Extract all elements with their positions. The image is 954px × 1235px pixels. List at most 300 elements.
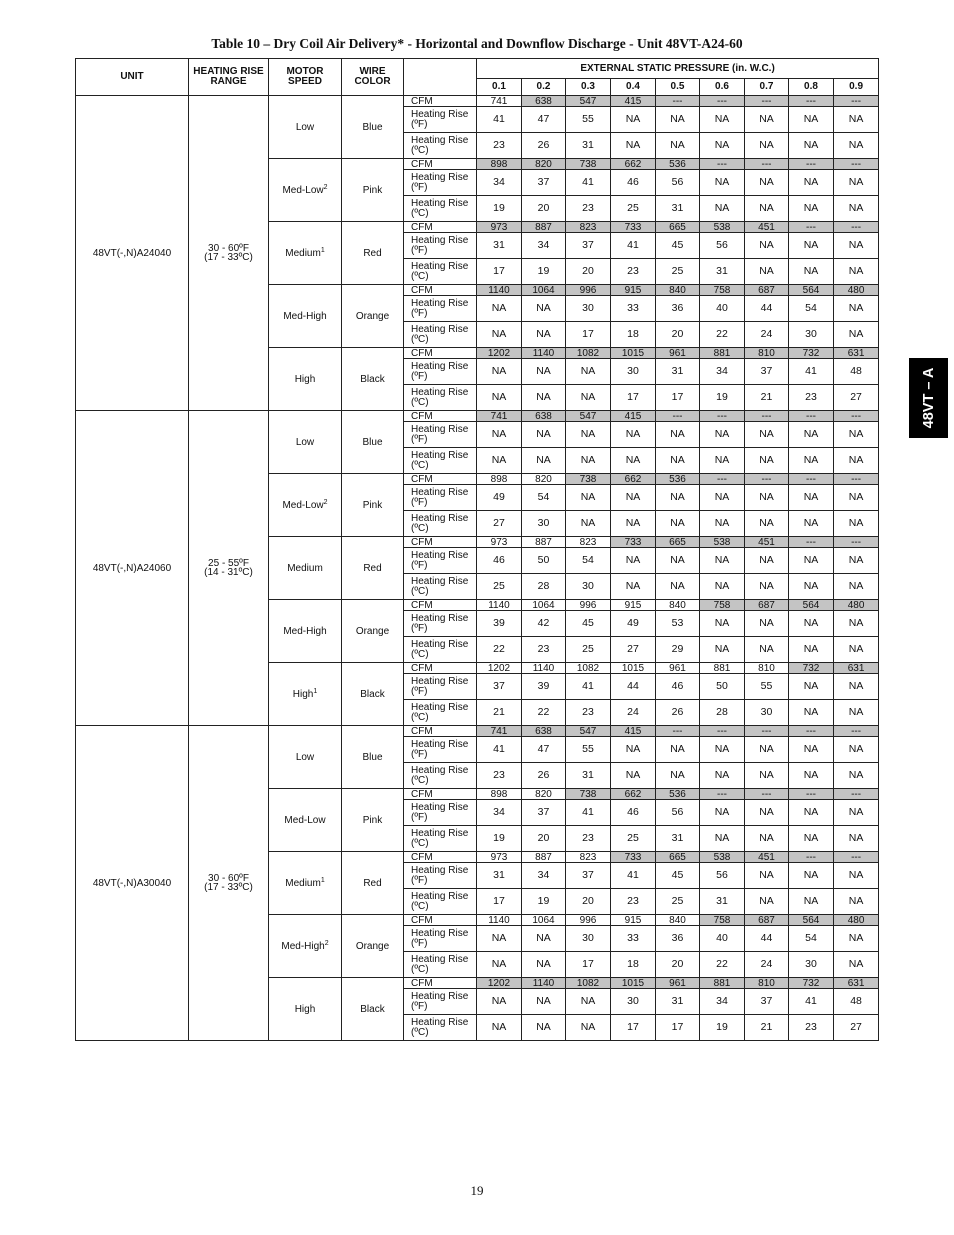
heating-rise-f-value: 56: [700, 863, 745, 889]
cfm-value: ---: [834, 474, 879, 485]
heating-rise-c-label: Heating Rise (ºC): [404, 196, 477, 222]
cfm-value: ---: [834, 852, 879, 863]
heating-rise-f-value: NA: [745, 611, 789, 637]
heating-rise-c-label: Heating Rise (ºC): [404, 637, 477, 663]
heating-rise-c-value: NA: [522, 385, 566, 411]
heating-rise-c-value: NA: [745, 889, 789, 915]
rise-range-c: (17 - 33ºC): [204, 882, 253, 893]
heating-rise-f-value: NA: [611, 548, 656, 574]
wire-color: Pink: [342, 789, 404, 852]
heating-rise-f-value: NA: [477, 422, 522, 448]
heating-rise-f-value: NA: [745, 737, 789, 763]
heating-rise-c-value: NA: [522, 448, 566, 474]
heating-rise-c-value: 25: [656, 259, 700, 285]
cfm-value: 564: [789, 285, 834, 296]
heating-rise-c-value: 25: [611, 826, 656, 852]
cfm-row: [76, 726, 879, 737]
heating-rise-c-value: NA: [745, 574, 789, 600]
heating-rise-f-value: NA: [566, 359, 611, 385]
heating-rise-f-value: 36: [656, 296, 700, 322]
heating-rise-c-value: NA: [611, 133, 656, 159]
heating-rise-f-value: 39: [522, 674, 566, 700]
cfm-value: 662: [611, 474, 656, 485]
heating-rise-f-value: 55: [566, 107, 611, 133]
heating-rise-f-label: Heating Rise (ºF): [404, 107, 477, 133]
heating-rise-c-value: 31: [700, 259, 745, 285]
cfm-value: ---: [700, 411, 745, 422]
heating-rise-f-label: Heating Rise (ºF): [404, 611, 477, 637]
footnote-marker: 2: [323, 183, 328, 191]
heating-rise-c-value: 17: [477, 889, 522, 915]
heating-rise-c-value: NA: [656, 763, 700, 789]
heating-rise-f-value: NA: [789, 863, 834, 889]
heating-rise-c-value: NA: [522, 1015, 566, 1041]
cfm-value: 973: [477, 852, 522, 863]
heating-rise-c-value: NA: [700, 574, 745, 600]
motor-speed-label: Med-High: [283, 625, 327, 637]
heating-rise-f-label: Heating Rise (ºF): [404, 548, 477, 574]
heating-rise-f-value: 50: [522, 548, 566, 574]
cfm-value: 1202: [477, 978, 522, 989]
heating-rise-c-value: 23: [789, 385, 834, 411]
heating-rise-c-value: NA: [477, 385, 522, 411]
heating-rise-f-value: NA: [834, 926, 879, 952]
cfm-label: CFM: [404, 789, 477, 800]
heating-rise-f-value: NA: [522, 926, 566, 952]
heating-rise-c-value: NA: [611, 448, 656, 474]
footnote-marker: 2: [323, 498, 328, 506]
heating-rise-c-value: NA: [834, 889, 879, 915]
cfm-value: 687: [745, 285, 789, 296]
heating-rise-c-value: NA: [477, 448, 522, 474]
heating-rise-f-value: NA: [611, 485, 656, 511]
heating-rise-f-value: 45: [656, 863, 700, 889]
cfm-value: 536: [656, 159, 700, 170]
motor-speed-label: Med-Low: [282, 499, 324, 511]
cfm-value: 810: [745, 348, 789, 359]
heating-rise-f-value: NA: [789, 107, 834, 133]
cfm-value: 1140: [522, 978, 566, 989]
heating-rise-c-value: 17: [611, 385, 656, 411]
heating-rise-c-value: 31: [566, 133, 611, 159]
heating-rise-f-label: Heating Rise (ºF): [404, 359, 477, 385]
heating-rise-c-value: 21: [745, 385, 789, 411]
heating-rise-f-label: Heating Rise (ºF): [404, 737, 477, 763]
heating-rise-c-value: NA: [700, 826, 745, 852]
heating-rise-f-value: NA: [834, 800, 879, 826]
heating-rise-c-value: 20: [522, 196, 566, 222]
heating-rise-c-value: 26: [656, 700, 700, 726]
rise-range-f: 25 - 55ºF: [208, 558, 249, 569]
motor-speed: [269, 285, 342, 348]
cfm-value: ---: [834, 726, 879, 737]
heating-rise-c-value: NA: [834, 952, 879, 978]
heating-rise-f-value: NA: [700, 548, 745, 574]
heating-rise-c-label: Heating Rise (ºC): [404, 574, 477, 600]
heating-rise-f-value: 49: [477, 485, 522, 511]
motor-speed-label: Low: [295, 751, 315, 763]
heating-rise-c-value: 23: [566, 700, 611, 726]
cfm-value: ---: [789, 852, 834, 863]
heating-rise-c-value: NA: [477, 1015, 522, 1041]
heating-rise-f-value: 41: [566, 800, 611, 826]
cfm-value: 758: [700, 285, 745, 296]
heating-rise-f-value: 40: [700, 926, 745, 952]
heating-rise-f-value: 49: [611, 611, 656, 637]
heating-rise-c-value: NA: [566, 385, 611, 411]
heating-rise-c-value: NA: [700, 448, 745, 474]
heating-rise-c-value: NA: [834, 322, 879, 348]
heating-rise-f-value: 36: [656, 926, 700, 952]
heating-rise-f-value: 44: [745, 926, 789, 952]
heating-rise-f-value: 37: [566, 233, 611, 259]
heating-rise-f-value: 41: [566, 170, 611, 196]
heating-rise-f-value: 37: [566, 863, 611, 889]
cfm-value: 1140: [477, 600, 522, 611]
heating-rise-f-value: 37: [522, 800, 566, 826]
heating-rise-f-value: NA: [789, 170, 834, 196]
heating-rise-f-value: 31: [656, 359, 700, 385]
heating-rise-f-value: 34: [700, 359, 745, 385]
heating-rise-f-value: 46: [611, 170, 656, 196]
heating-rise-f-value: NA: [745, 170, 789, 196]
heating-rise-f-value: 37: [745, 359, 789, 385]
heating-rise-c-value: 25: [656, 889, 700, 915]
heating-rise-c-value: NA: [522, 952, 566, 978]
cfm-value: ---: [656, 411, 700, 422]
page-number: 19: [470, 1183, 484, 1198]
heating-rise-c-value: 30: [566, 574, 611, 600]
cfm-value: 738: [566, 159, 611, 170]
heating-rise-c-value: 31: [656, 826, 700, 852]
cfm-value: ---: [745, 789, 789, 800]
heating-rise-f-value: NA: [789, 422, 834, 448]
heating-rise-c-value: NA: [611, 763, 656, 789]
heating-rise-f-value: 33: [611, 926, 656, 952]
cfm-value: ---: [656, 96, 700, 107]
motor-speed: [269, 537, 342, 600]
cfm-label: CFM: [404, 726, 477, 737]
cfm-value: 823: [566, 537, 611, 548]
wire-color: Black: [342, 663, 404, 726]
heating-rise-c-value: 23: [566, 826, 611, 852]
heating-rise-c-value: 30: [789, 952, 834, 978]
wire-color: Orange: [342, 285, 404, 348]
heating-rise-f-label: Heating Rise (ºF): [404, 674, 477, 700]
heating-rise-c-value: 24: [745, 322, 789, 348]
motor-speed: [269, 600, 342, 663]
cfm-value: ---: [745, 96, 789, 107]
heating-rise-c-value: 31: [656, 196, 700, 222]
heating-rise-c-value: NA: [789, 259, 834, 285]
heating-rise-f-value: NA: [745, 863, 789, 889]
cfm-value: 732: [789, 978, 834, 989]
heating-rise-c-value: 17: [566, 322, 611, 348]
cfm-label: CFM: [404, 852, 477, 863]
heating-rise-f-value: NA: [700, 800, 745, 826]
heating-rise-c-label: Heating Rise (ºC): [404, 385, 477, 411]
motor-speed: [269, 159, 342, 222]
heating-rise-c-value: NA: [566, 511, 611, 537]
wire-color: Red: [342, 222, 404, 285]
heating-rise-c-value: 22: [477, 637, 522, 663]
heating-rise-c-value: NA: [834, 574, 879, 600]
heating-rise-c-value: 21: [745, 1015, 789, 1041]
cfm-value: 1015: [611, 978, 656, 989]
heating-rise-c-value: 27: [834, 385, 879, 411]
motor-speed-header: MOTOR SPEED: [269, 59, 342, 96]
cfm-value: ---: [745, 474, 789, 485]
heating-rise-c-value: NA: [611, 511, 656, 537]
heating-rise-c-value: NA: [834, 259, 879, 285]
motor-speed-label: Low: [295, 121, 315, 133]
heating-rise-f-value: NA: [611, 737, 656, 763]
footnote-marker: 1: [320, 246, 325, 254]
heating-rise-range: [189, 96, 269, 411]
cfm-value: 538: [700, 537, 745, 548]
heating-rise-f-value: 55: [566, 737, 611, 763]
cfm-row: [76, 411, 879, 422]
heating-rise-f-label: Heating Rise (ºF): [404, 233, 477, 259]
cfm-value: ---: [656, 726, 700, 737]
wire-color: Pink: [342, 159, 404, 222]
cfm-value: ---: [789, 222, 834, 233]
heating-rise-c-value: NA: [789, 826, 834, 852]
table-title: Table 10 – Dry Coil Air Delivery* - Horizontal and Downflow Discharge - Unit 48VT-A24-60: [211, 36, 743, 51]
cfm-value: 1202: [477, 348, 522, 359]
cfm-value: 1015: [611, 663, 656, 674]
motor-speed-label: Med-Low: [282, 184, 324, 196]
cfm-value: ---: [834, 411, 879, 422]
heating-rise-f-value: NA: [789, 548, 834, 574]
heating-rise-f-label: Heating Rise (ºF): [404, 800, 477, 826]
heating-rise-f-value: 41: [789, 359, 834, 385]
heating-rise-c-label: Heating Rise (ºC): [404, 763, 477, 789]
heating-rise-f-value: NA: [656, 485, 700, 511]
pressure-header-4: 0.4: [611, 79, 656, 96]
heating-rise-c-label: Heating Rise (ºC): [404, 889, 477, 915]
heating-rise-c-value: NA: [477, 952, 522, 978]
cfm-label: CFM: [404, 600, 477, 611]
heating-rise-f-value: 33: [611, 296, 656, 322]
heating-rise-f-value: 37: [745, 989, 789, 1015]
heating-rise-f-value: 39: [477, 611, 522, 637]
motor-speed-label: High: [294, 1003, 316, 1015]
heating-rise-f-value: NA: [834, 737, 879, 763]
cfm-value: 665: [656, 852, 700, 863]
heating-rise-f-value: NA: [566, 989, 611, 1015]
cfm-label: CFM: [404, 411, 477, 422]
pressure-header-5: 0.5: [656, 79, 700, 96]
heating-rise-c-value: NA: [700, 637, 745, 663]
heating-rise-f-value: 45: [566, 611, 611, 637]
heating-rise-f-value: NA: [745, 485, 789, 511]
heating-rise-f-value: NA: [656, 107, 700, 133]
cfm-value: 1140: [477, 915, 522, 926]
cfm-value: 733: [611, 537, 656, 548]
heating-rise-f-value: NA: [745, 422, 789, 448]
pressure-header-2: 0.2: [522, 79, 566, 96]
heating-rise-c-value: 25: [477, 574, 522, 600]
cfm-value: 536: [656, 789, 700, 800]
heating-rise-c-value: 28: [522, 574, 566, 600]
heating-rise-f-value: 31: [656, 989, 700, 1015]
heating-rise-f-value: NA: [522, 989, 566, 1015]
heating-rise-f-value: 34: [477, 800, 522, 826]
motor-speed: [269, 726, 342, 789]
motor-speed: [269, 411, 342, 474]
heating-rise-f-value: NA: [834, 233, 879, 259]
cfm-value: 887: [522, 537, 566, 548]
cfm-value: 538: [700, 852, 745, 863]
heating-rise-c-value: NA: [789, 511, 834, 537]
heating-rise-c-value: NA: [656, 511, 700, 537]
cfm-value: 741: [477, 726, 522, 737]
heating-rise-c-value: NA: [789, 763, 834, 789]
heating-rise-c-value: 23: [566, 196, 611, 222]
air-delivery-table: [75, 58, 879, 1041]
heating-rise-f-value: 47: [522, 107, 566, 133]
cfm-value: 961: [656, 978, 700, 989]
heating-rise-c-value: 18: [611, 322, 656, 348]
heating-rise-f-value: NA: [789, 674, 834, 700]
heating-rise-f-value: NA: [789, 800, 834, 826]
wire-color: Orange: [342, 915, 404, 978]
cfm-value: 820: [522, 159, 566, 170]
cfm-value: ---: [789, 411, 834, 422]
heating-rise-f-value: NA: [522, 359, 566, 385]
heating-rise-f-value: 46: [477, 548, 522, 574]
motor-speed-label: Med-High: [283, 310, 327, 322]
heating-rise-f-value: 56: [656, 170, 700, 196]
cfm-label: CFM: [404, 537, 477, 548]
cfm-value: 915: [611, 915, 656, 926]
wire-color: Black: [342, 348, 404, 411]
cfm-value: 915: [611, 600, 656, 611]
heating-rise-c-label: Heating Rise (ºC): [404, 259, 477, 285]
heating-rise-f-value: NA: [834, 107, 879, 133]
heating-rise-f-value: 50: [700, 674, 745, 700]
cfm-value: 741: [477, 411, 522, 422]
heating-rise-c-label: Heating Rise (ºC): [404, 826, 477, 852]
external-static-pressure-header: EXTERNAL STATIC PRESSURE (in. W.C.): [477, 59, 879, 79]
heating-rise-c-value: NA: [566, 448, 611, 474]
wire-color-header: WIRE COLOR: [342, 59, 404, 96]
cfm-value: ---: [789, 726, 834, 737]
cfm-value: 687: [745, 600, 789, 611]
footnote-marker: 1: [320, 876, 325, 884]
cfm-value: ---: [745, 411, 789, 422]
cfm-label: CFM: [404, 285, 477, 296]
cfm-label: CFM: [404, 915, 477, 926]
heating-rise-c-value: 23: [611, 889, 656, 915]
cfm-value: 665: [656, 222, 700, 233]
heating-rise-c-value: 19: [700, 385, 745, 411]
motor-speed-label: Med-Low: [284, 814, 326, 826]
motor-speed: [269, 852, 342, 915]
heating-rise-c-value: 19: [477, 196, 522, 222]
heating-rise-c-value: 23: [477, 763, 522, 789]
cfm-value: 480: [834, 915, 879, 926]
heating-rise-f-value: 47: [522, 737, 566, 763]
cfm-label: CFM: [404, 978, 477, 989]
cfm-value: 898: [477, 474, 522, 485]
heating-rise-f-value: NA: [834, 485, 879, 511]
heating-rise-f-value: 54: [789, 926, 834, 952]
heating-rise-f-value: NA: [522, 296, 566, 322]
heating-rise-c-value: 30: [789, 322, 834, 348]
cfm-value: ---: [789, 96, 834, 107]
heating-rise-f-value: NA: [789, 233, 834, 259]
heating-rise-f-value: NA: [700, 485, 745, 511]
heating-rise-c-label: Heating Rise (ºC): [404, 952, 477, 978]
heating-rise-c-value: NA: [834, 196, 879, 222]
heating-rise-f-value: 54: [789, 296, 834, 322]
cfm-value: 536: [656, 474, 700, 485]
cfm-value: 996: [566, 600, 611, 611]
cfm-value: ---: [700, 159, 745, 170]
heating-rise-c-value: NA: [745, 259, 789, 285]
cfm-value: 638: [522, 411, 566, 422]
table-body: [76, 96, 879, 1041]
motor-speed: [269, 789, 342, 852]
cfm-value: 820: [522, 474, 566, 485]
cfm-value: 810: [745, 978, 789, 989]
heating-rise-f-value: 41: [611, 863, 656, 889]
cfm-value: 840: [656, 915, 700, 926]
heating-rise-f-value: 45: [656, 233, 700, 259]
cfm-value: ---: [745, 726, 789, 737]
heating-rise-c-value: 23: [789, 1015, 834, 1041]
cfm-value: 823: [566, 852, 611, 863]
heating-rise-c-value: NA: [789, 889, 834, 915]
heating-rise-c-label: Heating Rise (ºC): [404, 1015, 477, 1041]
motor-speed: [269, 96, 342, 159]
heating-rise-c-value: 17: [566, 952, 611, 978]
motor-speed: [269, 348, 342, 411]
heating-rise-f-label: Heating Rise (ºF): [404, 485, 477, 511]
heating-rise-c-value: 22: [700, 952, 745, 978]
heating-rise-f-value: NA: [789, 737, 834, 763]
heating-rise-f-value: 37: [477, 674, 522, 700]
heating-rise-f-value: 30: [611, 359, 656, 385]
heating-rise-c-value: NA: [789, 700, 834, 726]
wire-color: Pink: [342, 474, 404, 537]
heating-rise-f-value: 41: [611, 233, 656, 259]
heating-rise-f-value: 41: [477, 107, 522, 133]
heating-rise-c-label: Heating Rise (ºC): [404, 511, 477, 537]
cfm-value: 1140: [522, 663, 566, 674]
heating-rise-c-value: 19: [522, 889, 566, 915]
heating-rise-c-value: NA: [522, 322, 566, 348]
cfm-value: 758: [700, 600, 745, 611]
cfm-value: 547: [566, 96, 611, 107]
heating-rise-f-value: NA: [611, 107, 656, 133]
heating-rise-f-label: Heating Rise (ºF): [404, 863, 477, 889]
heating-rise-c-value: NA: [477, 322, 522, 348]
heating-rise-f-value: 41: [477, 737, 522, 763]
pressure-header-3: 0.3: [566, 79, 611, 96]
cfm-value: 898: [477, 789, 522, 800]
heating-rise-c-value: NA: [789, 133, 834, 159]
heating-rise-f-value: 48: [834, 989, 879, 1015]
cfm-value: ---: [745, 159, 789, 170]
wire-color: Red: [342, 537, 404, 600]
heating-rise-c-value: NA: [789, 574, 834, 600]
cfm-value: 996: [566, 915, 611, 926]
heating-rise-f-value: NA: [566, 485, 611, 511]
cfm-value: 415: [611, 411, 656, 422]
